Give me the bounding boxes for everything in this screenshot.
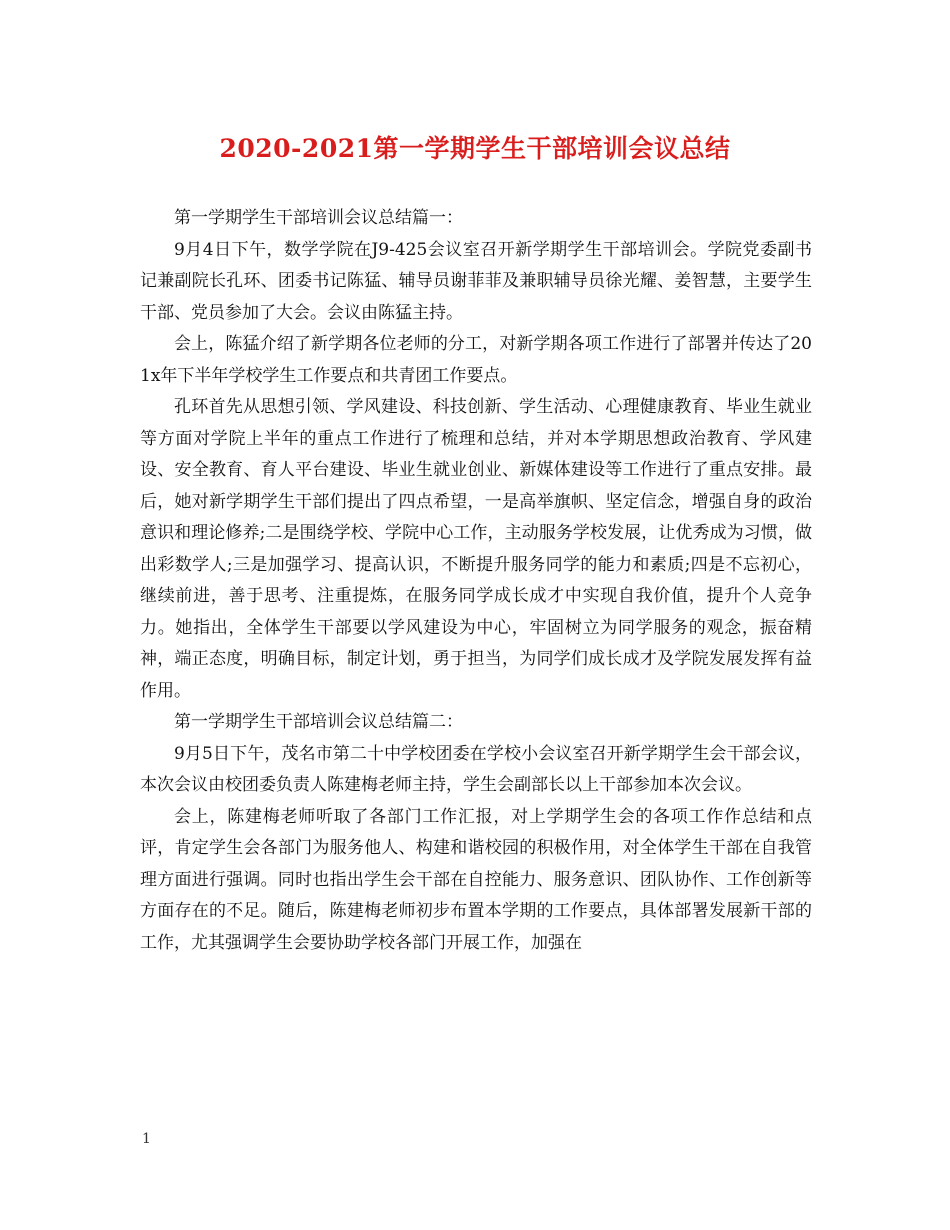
paragraph: 9月4日下午，数学学院在J9-425会议室召开新学期学生干部培训会。学院党委副书记兼副院长孔环、团委书记陈猛、辅导员谢菲菲及兼职辅导员徐光耀、姜智慧，主要学生干部、党员参加了大会。会议由陈猛主持。 [140, 239, 812, 323]
paragraph: 会上，陈猛介绍了新学期各位老师的分工，对新学期各项工作进行了部署并传达了201x年下半年学校学生工作要点和共青团工作要点。 [140, 334, 812, 386]
page-title: 2020-2021第一学期学生干部培训会议总结 [219, 134, 731, 163]
page-number: 1 [142, 1131, 151, 1147]
document-body [140, 203, 812, 959]
paragraph: 孔环首先从思想引领、学风建设、科技创新、学生活动、心理健康教育、毕业生就业等方面对学院上半年的重点工作进行了梳理和总结，并对本学期思想政治教育、学风建设、安全教育、育人平台建设、毕业生就业创业、新媒体建设等工作进行了重点安排。最后，她对新学期学生干部们提出了四点希望，一是高举旗帜、坚定信念，增强自身的政治意识和理论修养;二是围绕学校、学院中心工作，主动服务学校发展，让优秀成为习惯，做出彩数学人;三是加强学习、提高认识，不断提升服务同学的能力和素质;四是不忘初心，继续前进，善于思考、注重提炼，在服务同学成长成才中实现自我价值，提升个人竞争力。她指出，全体学生干部要以学风建设为中心，牢固树立为同学服务的观念，振奋精神，端正态度，明确目标，制定计划，勇于担当，为同学们成长成才及学院发展发挥有益作用。 [140, 397, 812, 701]
section-heading-1: 第一学期学生干部培训会议总结篇一： [174, 208, 463, 228]
paragraph: 会上，陈建梅老师听取了各部门工作汇报，对上学期学生会的各项工作作总结和点评，肯定学生会各部门为服务他人、构建和谐校园的积极作用，对全体学生干部在自我管理方面进行强调。同时也指出学生会干部在自控能力、服务意识、团队协作、工作创新等方面存在的不足。随后，陈建梅老师初步布置本学期的工作要点，具体部署发展新干部的工作，尤其强调学生会要协助学校各部门开展工作，加强在 [140, 806, 812, 953]
section-heading-2: 第一学期学生干部培训会议总结篇二： [174, 712, 463, 732]
paragraph: 9月5日下午，茂名市第二十中学校团委在学校小会议室召开新学期学生会干部会议，本次会议由校团委负责人陈建梅老师主持，学生会副部长以上干部参加本次会议。 [140, 743, 812, 795]
